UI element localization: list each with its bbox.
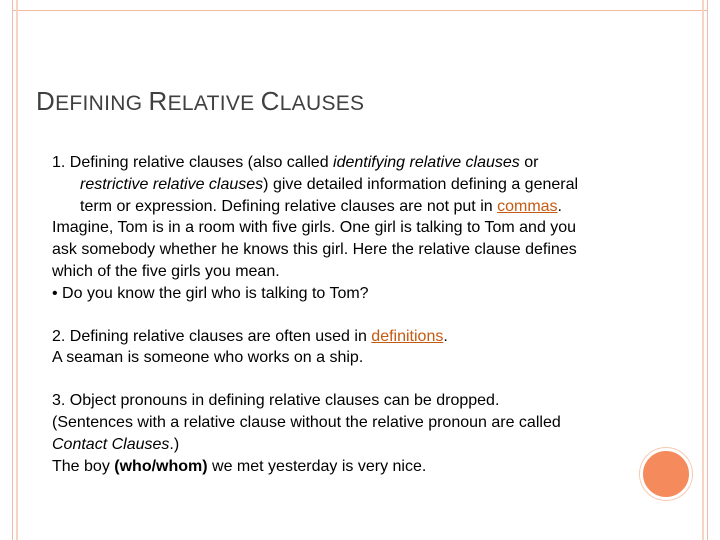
p1-line-5: ask somebody whether he knows this girl. Here the relative clause defines bbox=[52, 241, 577, 259]
bullet-example: • Do you know the girl who is talking to Tom? bbox=[52, 284, 369, 302]
p1-line-3 bbox=[52, 196, 692, 218]
text: . bbox=[443, 327, 448, 345]
title-part: LAUSES bbox=[279, 92, 365, 115]
p1-line-1 bbox=[52, 152, 692, 174]
p2-example: A seaman is someone who works on a ship. bbox=[52, 349, 364, 367]
italic-term: restrictive relative clauses bbox=[80, 175, 264, 193]
text: ) give detailed information defining a general bbox=[263, 175, 579, 193]
border-right-line bbox=[707, 0, 708, 540]
commas-link[interactable]: commas bbox=[497, 197, 558, 215]
text: . bbox=[557, 197, 562, 215]
border-top-line bbox=[12, 10, 708, 11]
title-part: R bbox=[148, 86, 168, 116]
title-part: D bbox=[36, 86, 56, 116]
border-right-inner-line bbox=[702, 0, 704, 540]
border-left-inner-line bbox=[16, 0, 18, 540]
title-part: C bbox=[260, 86, 280, 116]
italic-term: Contact Clauses bbox=[52, 435, 170, 453]
title-part: EFINING bbox=[55, 92, 149, 115]
p2-line-1 bbox=[52, 326, 692, 348]
italic-term: identifying relative clauses bbox=[333, 154, 520, 171]
slide-title bbox=[36, 86, 364, 117]
title-part: ELATIVE bbox=[167, 92, 261, 115]
p1-line-6: which of the five girls you mean. bbox=[52, 262, 280, 280]
p3-line-3 bbox=[52, 434, 692, 456]
text: The boy bbox=[52, 457, 115, 475]
text: 2. Defining relative clauses are often used in bbox=[52, 327, 372, 345]
bold-term: (who/whom) bbox=[114, 457, 208, 475]
text: term or expression. Defining relative clauses are not put in bbox=[80, 197, 498, 215]
p1-line-4: Imagine, Tom is in a room with five girls. One girl is talking to Tom and you bbox=[52, 219, 577, 237]
p3-line-2: (Sentences with a relative clause without the relative pronoun are called bbox=[52, 413, 561, 431]
text: 1. Defining relative clauses (also called bbox=[52, 154, 334, 171]
text: .) bbox=[169, 435, 180, 453]
p3-line-1: 3. Object pronouns in defining relative clauses can be dropped. bbox=[52, 392, 500, 410]
spacer bbox=[52, 369, 692, 390]
definitions-link[interactable]: definitions bbox=[371, 327, 444, 345]
p1-line-2 bbox=[52, 174, 692, 196]
decorative-circle bbox=[640, 448, 692, 500]
p3-example bbox=[52, 456, 692, 478]
text: or bbox=[519, 154, 539, 171]
slide-body bbox=[52, 152, 692, 477]
spacer bbox=[52, 305, 692, 326]
border-left-line bbox=[12, 0, 13, 540]
text: we met yesterday is very nice. bbox=[207, 457, 427, 475]
